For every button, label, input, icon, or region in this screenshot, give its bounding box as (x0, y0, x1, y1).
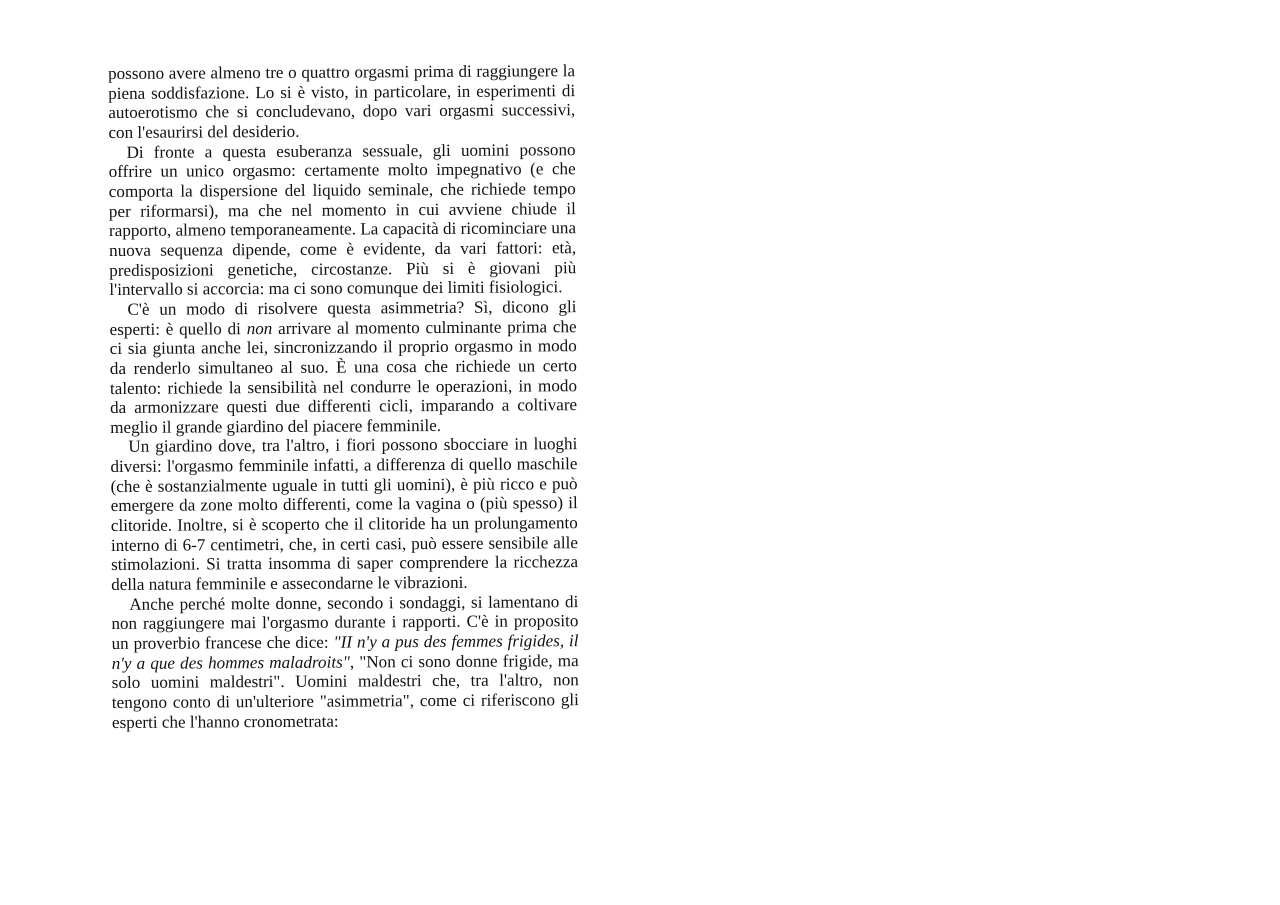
paragraph-5-french-proverb: "II n'y a pus des femmes frigides, il n'y a que des hommes maladroits" (111, 631, 579, 673)
paragraph-5-text-after: , "Non ci sono donne frigide, ma solo uomini maldestri". Uomini maldestri che, tra l'altro, non tengono conto di un'ulteriore "asimmetria", come ci riferiscono gli esperti che l'hanno cronometrata: (111, 650, 579, 732)
paragraph-2-text: Di fronte a questa esuberanza sessuale, gli uomini possono offrire un unico orgasmo: certamente molto impegnativo (e che comporta la dispersione del liquido seminale, che richiede tempo per riformarsi), ma che nel momento in cui avviene chiude il rapporto, almeno temporaneamente. La capacità di ricominciare una nuova sequenza dipende, come è evidente, da vari fattori: età, predisposizioni genetiche, circostanze. Più si è giovani più l'intervallo si accorcia: ma ci sono comunque dei limiti fisiologici. (108, 139, 577, 300)
paragraph-4 (110, 435, 578, 595)
text-column (108, 61, 579, 732)
paragraph-3-text-after: arrivare al momento culminante prima che ci sia giunta anche lei, sincronizzando il proprio orgasmo in modo da renderlo simultaneo al suo. È una cosa che richiede un certo talento: richiede la sensibilità nel condurre le operazioni, in modo da armonizzare questi due differenti cicli, imparando a coltivare meglio il grande giardino del piacere femminile. (109, 316, 578, 437)
paragraph-3-italic-word: non (246, 318, 273, 338)
paragraph-1 (108, 61, 575, 142)
paragraph-5-text-before: Anche perché molte donne, secondo i sondaggi, si lamentano di non raggiungere mai l'orgasmo durante i rapporti. C'è in proposito un proverbio francese che dice: (111, 591, 579, 654)
paragraph-5 (111, 592, 579, 732)
paragraph-3 (109, 297, 577, 437)
paragraph-1-text: possono avere almeno tre o quattro orgasmi prima di raggiungere la piena soddisfazione. Lo si è visto, in particolare, in esperimenti di autoerotismo che si concludevano, dopo vari orgasmi successivi, con l'esaurirsi del desiderio. (108, 61, 576, 142)
paragraph-3-text-before: C'è un modo di risolvere questa asimmetria? Sì, dicono gli esperti: è quello di (109, 297, 577, 339)
paragraph-4-text: Un giardino dove, tra l'altro, i fiori possono sbocciare in luoghi diversi: l'orgasmo femminile infatti, a differenza di quello maschile (che è sostanzialmente uguale in tutti gli uomini), è più ricco e può emergere da zone molto differenti, come la vagina o (più spesso) il clitoride. Inoltre, si è scoperto che il clitoride ha un prolungamento interno di 6-7 centimetri, che, in certi casi, può essere sensibile alle stimolazioni. Si tratta insomma di saper comprendere la ricchezza della natura femminile e assecondarne le vibrazioni. (110, 434, 579, 595)
paragraph-2 (108, 140, 576, 300)
